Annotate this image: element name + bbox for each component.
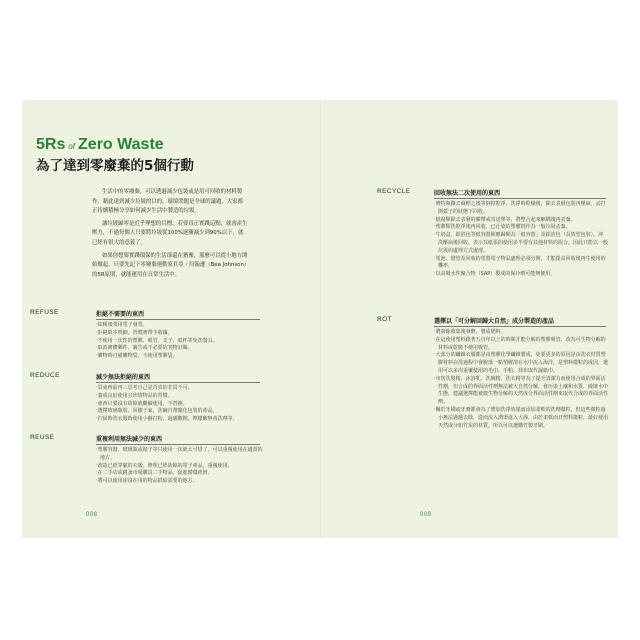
label-reuse: REUSE: [30, 434, 55, 441]
page-number-left: 008: [86, 512, 98, 518]
list-item: ‧不使用一次性的塑膠、吸管、叉子、紙杯等免洗餐具。: [96, 337, 218, 344]
list-item: ‧紙箱類除去表層的膠帶或寄送單等，將整合起來綑綁後再丟棄。: [434, 216, 576, 223]
section-rule: [96, 319, 260, 320]
list-item: ‧將可以使用卻沒在用的物品捐給需要的地方。: [96, 478, 198, 485]
list-item: ‧東西只要沒有故障就繼續使用，不替換。: [96, 400, 188, 407]
heading-reuse: 重複利用無法減少的東西: [96, 436, 163, 443]
list-item: ‧市售洗髮精、沐浴乳、洗碗精、洗衣精等為了提升清潔力而使用合成的界面活性劑，但合成的界面活性劑無法被大自然分解，會污染土壤和水質，破壞水中生態，建議選擇能被微生物分解的天然成分界面活性劑來取代合成的界面活性劑。: [434, 375, 609, 406]
reuse-list: [96, 447, 266, 486]
heading-refuse: 拒絕不需要的東西: [96, 311, 145, 318]
section-rule: [96, 382, 260, 383]
section-rule: [434, 198, 606, 199]
page-number-right: 009: [420, 512, 432, 518]
list-item: ‧大部分的纖維衣服都是由塑膠化學纖維製成，免要更多的原因是由洗衣材質塑膠材料在洗過程中會脫落一點塑膠溶在水中流入海洋，是塑料微粒的成因，選用可以多次重覆使用的毛巾、手帕、抹布取代濕紙巾。: [434, 352, 609, 374]
list-item: ‧結帳後領用電子發票。: [96, 322, 148, 328]
list-item: ‧電池、燈管及回收的電器電子物品處理必須分開，才能提高回收後再生使用的機率。: [434, 255, 606, 270]
rot-list: [434, 329, 608, 430]
list-item: ‧牛奶盒、鋁箔包等紙容器類應歸類為「紙容器」及鋁箔包（長效型包裝），沖洗壓扁後回收，表示其紙張的使用多半要有其他材料的混合，因此只能以一般垃圾的處理方式處理。: [434, 232, 609, 254]
heading-rot: 選擇以「可分解回歸大自然」成分製造的產品: [434, 318, 555, 325]
list-item: ‧塑膠類洗乾淨後再回收，已汙染的塑膠則作為一般垃圾丟棄。: [434, 224, 571, 231]
title-english: 5Rs of Zero Waste: [36, 136, 164, 153]
list-item: ‧買東西前再三思考自己是否真的非買不可。: [96, 385, 193, 391]
heading-recycle: 回收無法二次使用的東西: [434, 190, 501, 197]
title-chinese: 為了達到零廢棄的5個行動: [36, 158, 194, 174]
label-refuse: REFUSE: [30, 309, 59, 316]
section-rule: [96, 444, 260, 445]
list-item: ‧打掃時洗衣服時使用小蘇打粉、過碳酸鈉、檸檬酸無毒洗劑等。: [96, 416, 238, 423]
list-item: ‧關於牙刷或牙膏都會為了增加洗淨效果而添加柔軟的洗劑微粒，但這些微粒過小無法過濾去除，從而流入溝渠進入大海，由於柔軟而且塑料微粒，最好使用天然成分如竹炭的材質，所以可以選購竹製牙刷。: [434, 406, 609, 429]
list-item: ‧在二手店或跳蚤市場購買二手物品，促進循環經濟。: [96, 470, 213, 477]
intro-text: [92, 188, 248, 283]
list-item: ‧選擇玻璃瓶裝、回饋于家，洗碗自帶簡化包裝的產品。: [96, 408, 218, 415]
recycle-list: [434, 201, 608, 279]
page-gutter: [320, 100, 321, 538]
list-item: ‧拒絕紙本明細，習慣實帶手收據。: [96, 329, 173, 336]
list-item: ‧改造已經穿膩的衣服，修理已經故障的電子產品，重複使用。: [96, 462, 233, 469]
intro-paragraph: 如果你想要實踐環保的生活卻還在猶豫，那麼可以從小地方開始做起。只要先記下零廢棄運動家貝亞・約翰遜（Bea Johnson）的5R原則，就能運用在日常生活中。: [92, 252, 248, 278]
list-item: ‧將廚餘收集後發酵，製成肥料。: [434, 329, 506, 335]
heading-reduce: 減少無法拒絕的東西: [96, 374, 151, 381]
list-item: ‧取消實體郵件、廣告或不必要的刊物訂閱。: [96, 345, 193, 352]
list-item: ‧養成良好使用且珍惜物品的習慣。: [96, 392, 173, 399]
label-rot: ROT: [377, 316, 392, 323]
refuse-list: [96, 322, 266, 361]
list-item: ‧購物時自備購物袋，不使用塑膠袋。: [96, 353, 178, 360]
section-rule: [434, 326, 606, 327]
list-item: ‧以高吸水性聚合物（SAP）製成的保冷劑可能無便用。: [434, 271, 556, 278]
label-reduce: REDUCE: [30, 372, 60, 379]
list-item: ‧實特瓶撕去商標之後等倒掉乾淨，洗淨時乾燥後，除去表層包裝再壓扁，丟打開蓋子的狀態下回收。: [434, 201, 606, 215]
reduce-list: [96, 385, 266, 424]
list-item: ‧塑膠容器、玻璃瓶或箱子等只使用一次就太可惜了，可以重複使用在適當的地方。: [96, 447, 263, 461]
list-item: ‧在這使用塑料跟著五百年以上的時間才能分解的塑膠吸管，改為可生物分解的材料或乾脆不使用吸管。: [434, 336, 606, 351]
intro-paragraph: 讓垃圾歸零是近乎理想的目標，若要真正實踐這點，就會產生壓力，不過每個人只要將垃圾從100%逐漸減少到90%以下，就已經有很大的意義了。: [92, 220, 248, 246]
book-spread: [22, 100, 618, 538]
label-recycle: RECYCLE: [377, 188, 411, 195]
intro-paragraph: 生活中的零廢棄，可以透過減少包裝或是用可回收的材料製作，藉此達到減少垃圾的目的，環境問題是全球的議題，大家都正持續積極分享如何減少生活中製造的垃圾。: [92, 189, 243, 215]
